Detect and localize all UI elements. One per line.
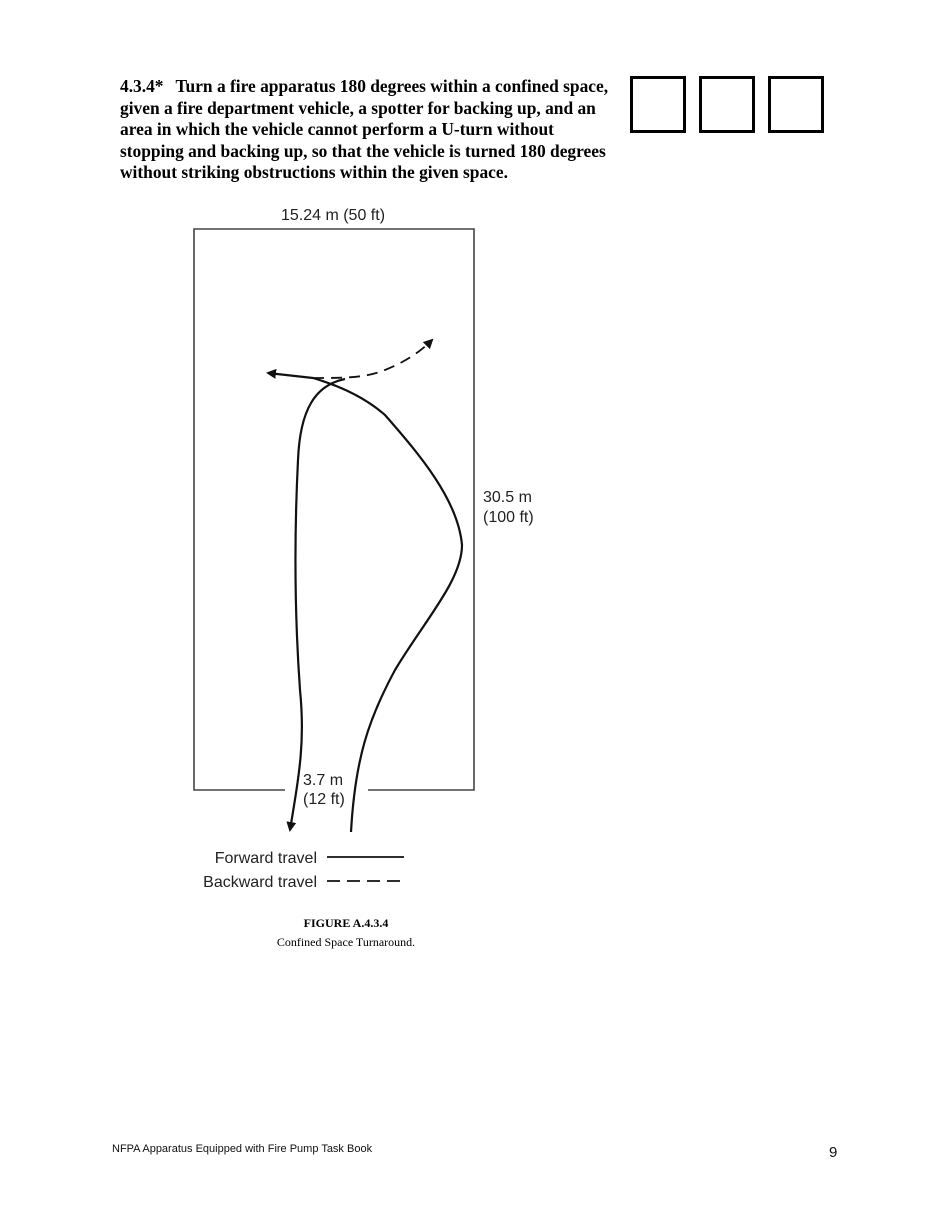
- legend-backward-label: Backward travel: [203, 874, 317, 891]
- opening-dimension-label-line2: (12 ft): [303, 791, 345, 808]
- forward-path-exit: [290, 379, 345, 830]
- footer-document-title: NFPA Apparatus Equipped with Fire Pump Task Book: [112, 1143, 373, 1155]
- task-number: 4.3.4*: [120, 76, 164, 96]
- forward-path-entry: [268, 373, 462, 832]
- figure-caption-text: Confined Space Turnaround.: [276, 935, 416, 949]
- page-number: 9: [829, 1144, 838, 1161]
- backward-path: [313, 340, 432, 378]
- figure-caption-title: FIGURE A.4.3.4: [303, 916, 389, 930]
- width-dimension-label: 15.24 m (50 ft): [280, 207, 386, 224]
- legend-forward-label: Forward travel: [214, 850, 317, 867]
- opening-dimension-label-line1: 3.7 m: [303, 772, 344, 789]
- length-dimension-label-line1: 30.5 m: [483, 489, 532, 506]
- length-dimension-label-line2: (100 ft): [483, 509, 534, 526]
- confined-space-boundary: [194, 229, 474, 790]
- task-description: Turn a fire apparatus 180 degrees within a confined space, given a fire department vehicle, a spotter for backing up, and an area in which the vehicle cannot perform a U-turn without stopping and backing up, so that the vehicle is turned 180 degrees without striking obstructions within the given space.: [120, 76, 609, 183]
